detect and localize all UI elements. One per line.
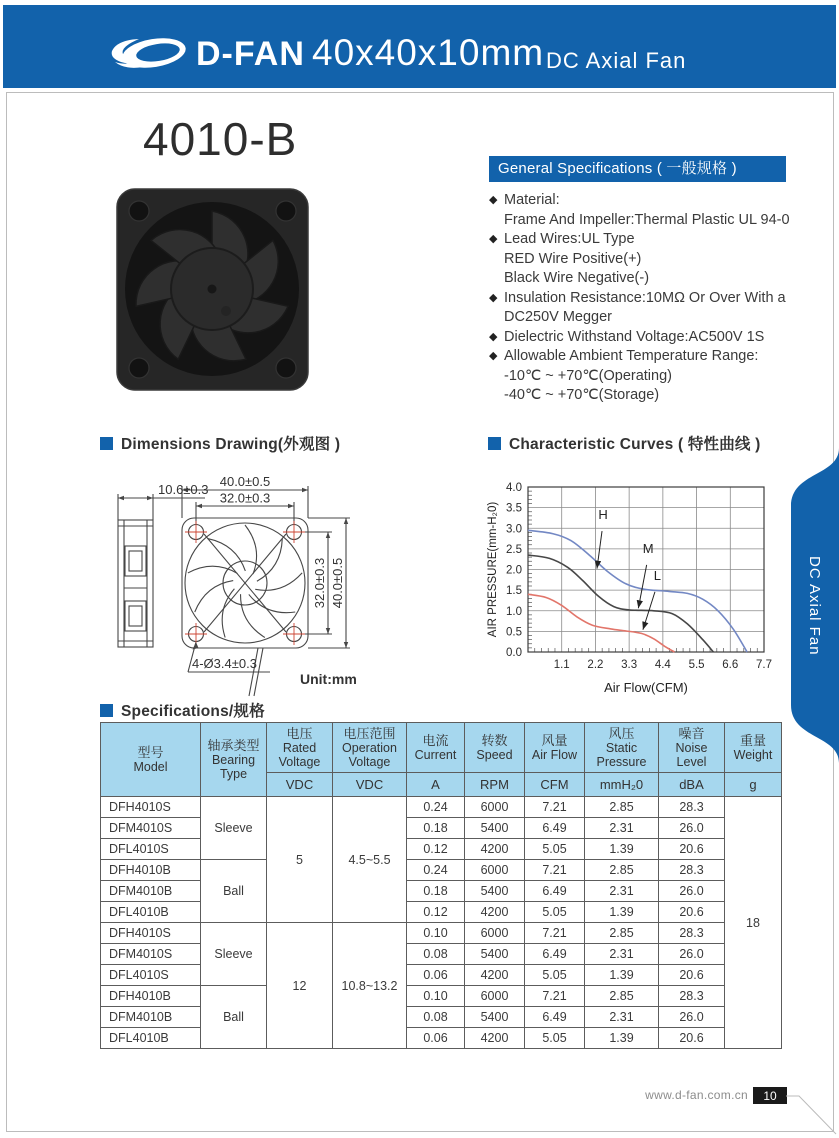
spec-item <box>489 308 786 328</box>
table-cell: 2.31 <box>585 944 659 965</box>
y-tick-label: 2.5 <box>506 543 522 556</box>
table-cell: 28.3 <box>659 860 725 881</box>
dim-hole-pitch-h-label: 32.0±0.3 <box>219 490 271 506</box>
table-cell: 6000 <box>465 986 525 1007</box>
table-cell: 5.05 <box>525 965 585 986</box>
x-tick-label: 7.7 <box>756 659 772 671</box>
table-cell: 26.0 <box>659 944 725 965</box>
col-header-air-flow: 风量 Air Flow <box>525 723 585 773</box>
x-tick-label: 1.1 <box>553 659 570 671</box>
general-specs-list <box>489 191 790 406</box>
spec-item <box>489 250 786 270</box>
col-header-bearing: 轴承类型 Bearing Type <box>201 723 267 797</box>
x-tick-label: 6.6 <box>722 659 739 671</box>
unit-air-flow: CFM <box>525 773 585 797</box>
y-tick-label: 3.0 <box>506 523 522 536</box>
table-cell: 2.85 <box>585 923 659 944</box>
table-cell: Sleeve <box>201 923 267 986</box>
curve-label-H: H <box>598 507 608 523</box>
table-cell: DFH4010B <box>101 860 201 881</box>
y-axis-label: AIR PRESSURE(mm-H₂0) <box>487 501 499 638</box>
table-cell: 0.08 <box>407 1007 465 1028</box>
table-row <box>101 860 782 881</box>
table-cell: 26.0 <box>659 818 725 839</box>
spec-item-text: DC250V Megger <box>504 309 612 325</box>
general-specs-title: General Specifications ( 一般规格 ) <box>489 156 786 182</box>
table-cell: 10.8~13.2 <box>333 923 407 1049</box>
diamond-bullet-icon <box>489 250 504 270</box>
col-header-current: 电流 Current <box>407 723 465 773</box>
table-cell: 5.05 <box>525 1028 585 1049</box>
dim-hole-dia-label: 4-Ø3.4±0.3 <box>192 656 257 671</box>
table-cell: 0.18 <box>407 818 465 839</box>
table-cell: 2.85 <box>585 860 659 881</box>
table-cell: DFH4010B <box>101 986 201 1007</box>
y-tick-label: 1.0 <box>506 605 522 618</box>
table-cell: 4.5~5.5 <box>333 797 407 923</box>
table-cell: 0.06 <box>407 1028 465 1049</box>
dimensions-drawing <box>100 468 480 700</box>
table-cell: Ball <box>201 986 267 1049</box>
unit-current: A <box>407 773 465 797</box>
diamond-bullet-icon: ◆ <box>489 233 498 245</box>
footer-website: www.d-fan.com.cn <box>645 1088 748 1102</box>
table-cell: 4200 <box>465 902 525 923</box>
dim-depth-label: 10.6±0.3 <box>158 482 209 497</box>
table-cell: 2.85 <box>585 797 659 818</box>
section-curves-label: Characteristic Curves ( 特性曲线 ) <box>509 436 761 453</box>
diamond-bullet-icon: ◆ <box>489 194 498 206</box>
table-cell: 4200 <box>465 965 525 986</box>
table-cell: 7.21 <box>525 860 585 881</box>
diamond-bullet-icon <box>489 367 504 387</box>
table-cell: 5400 <box>465 944 525 965</box>
spec-item-text: -40℃ ~ +70℃(Storage) <box>504 387 660 403</box>
table-row <box>101 797 782 818</box>
table-row <box>101 923 782 944</box>
col-header-operation-voltage: 电压范围 Operation Voltage <box>333 723 407 773</box>
table-cell: 6.49 <box>525 1007 585 1028</box>
x-axis-label: Air Flow(CFM) <box>604 680 688 695</box>
section-bullet-icon <box>100 437 113 450</box>
table-cell: 2.31 <box>585 1007 659 1028</box>
footer-corner-line <box>780 1085 839 1138</box>
spec-item-text: Frame And Impeller:Thermal Plastic UL 94-0 <box>504 211 790 228</box>
spec-item-text: RED Wire Positive(+) <box>504 250 642 267</box>
table-cell: 5 <box>267 797 333 923</box>
side-tab-label: DC Axial Fan <box>806 555 823 656</box>
table-cell: 1.39 <box>585 965 659 986</box>
table-cell: 0.24 <box>407 797 465 818</box>
y-tick-label: 2.0 <box>506 564 522 577</box>
table-cell: DFM4010S <box>101 944 201 965</box>
section-bullet-icon <box>100 704 113 717</box>
x-tick-label: 2.2 <box>587 659 604 671</box>
table-cell: 7.21 <box>525 986 585 1007</box>
table-cell: 5400 <box>465 1007 525 1028</box>
diamond-bullet-icon: ◆ <box>489 291 498 304</box>
table-cell: Sleeve <box>201 797 267 860</box>
diamond-bullet-icon <box>489 386 504 406</box>
section-specifications-header <box>100 699 265 721</box>
dim-unit-label: Unit:mm <box>300 671 357 687</box>
spec-item-text: Insulation Resistance:10MΩ Or Over With a <box>504 289 786 306</box>
characteristic-curves-chart <box>486 460 802 695</box>
table-cell: 1.39 <box>585 1028 659 1049</box>
general-specs-panel <box>489 156 790 406</box>
brand-logo-icon <box>109 30 191 76</box>
dim-width-outer-label: 40.0±0.5 <box>219 474 271 489</box>
specifications-table <box>100 722 782 1049</box>
page-subtitle: DC Axial Fan <box>546 48 687 73</box>
table-cell: 1.39 <box>585 839 659 860</box>
unit-speed: RPM <box>465 773 525 797</box>
table-cell: DFL4010B <box>101 1028 201 1049</box>
table-cell: 20.6 <box>659 965 725 986</box>
table-cell: 0.10 <box>407 986 465 1007</box>
table-cell: 12 <box>267 923 333 1049</box>
table-cell: 6000 <box>465 797 525 818</box>
y-tick-label: 4.0 <box>506 482 522 494</box>
spec-item <box>489 386 786 406</box>
diamond-bullet-icon <box>489 308 504 328</box>
table-cell: DFL4010S <box>101 965 201 986</box>
spec-item <box>489 347 786 367</box>
spec-item <box>489 211 790 231</box>
unit-rated-voltage: VDC <box>267 773 333 797</box>
y-tick-label: 0.0 <box>506 647 522 659</box>
table-cell: 5.05 <box>525 902 585 923</box>
section-curves-header <box>488 432 761 454</box>
spec-item <box>489 191 786 211</box>
y-tick-label: 3.5 <box>506 502 522 515</box>
diamond-bullet-icon: ◆ <box>489 350 498 362</box>
spec-item <box>489 289 786 309</box>
spec-item <box>489 367 786 387</box>
col-header-model: 型号 Model <box>101 723 201 797</box>
table-cell: 6.49 <box>525 881 585 902</box>
y-tick-label: 1.5 <box>506 585 522 598</box>
table-cell: 0.18 <box>407 881 465 902</box>
page-title: 40x40x10mm <box>312 32 545 73</box>
curve-label-L: L <box>653 568 661 584</box>
unit-operation-voltage: VDC <box>333 773 407 797</box>
table-cell: DFL4010B <box>101 902 201 923</box>
spec-item-text: Black Wire Negative(-) <box>504 270 650 286</box>
spec-item-text: Dielectric Withstand Voltage:AC500V 1S <box>504 328 765 345</box>
table-cell: 20.6 <box>659 1028 725 1049</box>
table-cell: 28.3 <box>659 797 725 818</box>
diamond-bullet-icon: ◆ <box>489 330 498 343</box>
table-cell: 4200 <box>465 839 525 860</box>
x-tick-label: 5.5 <box>688 659 705 671</box>
brand-name: D-FAN <box>196 35 305 73</box>
table-cell: 26.0 <box>659 881 725 902</box>
section-bullet-icon <box>488 437 501 450</box>
table-cell: 0.24 <box>407 860 465 881</box>
table-cell: 6000 <box>465 860 525 881</box>
table-cell: 2.31 <box>585 881 659 902</box>
spec-item-text: Material: <box>504 192 560 208</box>
table-cell: 4200 <box>465 1028 525 1049</box>
table-cell: 6.49 <box>525 944 585 965</box>
table-cell: DFM4010B <box>101 881 201 902</box>
spec-item <box>489 269 786 289</box>
curve-label-M: M <box>642 541 654 556</box>
table-cell: 20.6 <box>659 902 725 923</box>
fan-product-image <box>112 183 313 396</box>
table-cell: 0.12 <box>407 839 465 860</box>
table-cell: 28.3 <box>659 986 725 1007</box>
dim-hole-pitch-v-label: 32.0±0.3 <box>312 557 327 609</box>
x-tick-label: 4.4 <box>654 659 671 671</box>
spec-item-text: -10℃ ~ +70℃(Operating) <box>504 367 672 384</box>
unit-noise: dBA <box>659 773 725 797</box>
unit-weight: g <box>725 773 782 797</box>
spec-item-text: Lead Wires:UL Type <box>504 231 635 247</box>
table-cell: 2.85 <box>585 986 659 1007</box>
spec-item-text: Allowable Ambient Temperature Range: <box>504 348 759 364</box>
diamond-bullet-icon <box>489 211 504 231</box>
x-tick-label: 3.3 <box>621 659 638 671</box>
table-cell: 5400 <box>465 881 525 902</box>
table-cell: DFL4010S <box>101 839 201 860</box>
spec-item <box>489 230 786 250</box>
table-cell: 0.12 <box>407 902 465 923</box>
table-cell: 20.6 <box>659 839 725 860</box>
table-cell: DFH4010S <box>101 923 201 944</box>
diamond-bullet-icon <box>489 269 504 289</box>
table-cell: 5.05 <box>525 839 585 860</box>
table-cell: DFM4010B <box>101 1007 201 1028</box>
header-band <box>3 5 836 88</box>
product-model-title: 4010-B <box>143 113 298 165</box>
table-cell: 0.08 <box>407 944 465 965</box>
side-tab-dc-axial-fan <box>789 448 839 763</box>
spec-item <box>489 328 786 348</box>
col-header-weight: 重量 Weight <box>725 723 782 773</box>
table-cell: 2.31 <box>585 818 659 839</box>
col-header-speed: 转数 Speed <box>465 723 525 773</box>
footer-page-number: 10 <box>753 1087 787 1104</box>
table-cell: 7.21 <box>525 797 585 818</box>
section-dimensions-label: Dimensions Drawing(外观图 ) <box>121 436 341 453</box>
y-tick-label: 0.5 <box>506 626 522 639</box>
section-specifications-label: Specifications/规格 <box>121 703 265 720</box>
table-cell: DFH4010S <box>101 797 201 818</box>
col-header-rated-voltage: 电压 Rated Voltage <box>267 723 333 773</box>
table-cell: 1.39 <box>585 902 659 923</box>
table-cell: 26.0 <box>659 1007 725 1028</box>
table-cell: 0.10 <box>407 923 465 944</box>
unit-static-pressure: mmH₂0 <box>585 773 659 797</box>
table-cell: 28.3 <box>659 923 725 944</box>
table-cell: 18 <box>725 797 782 1049</box>
dim-height-outer-label: 40.0±0.5 <box>330 557 345 609</box>
section-dimensions-header <box>100 432 340 454</box>
table-cell: DFM4010S <box>101 818 201 839</box>
col-header-noise: 噪音 Noise Level <box>659 723 725 773</box>
table-cell: 6.49 <box>525 818 585 839</box>
table-cell: 7.21 <box>525 923 585 944</box>
table-cell: 5400 <box>465 818 525 839</box>
col-header-static-pressure: 风压 Static Pressure <box>585 723 659 773</box>
table-cell: Ball <box>201 860 267 923</box>
table-row <box>101 986 782 1007</box>
table-cell: 0.06 <box>407 965 465 986</box>
table-cell: 6000 <box>465 923 525 944</box>
